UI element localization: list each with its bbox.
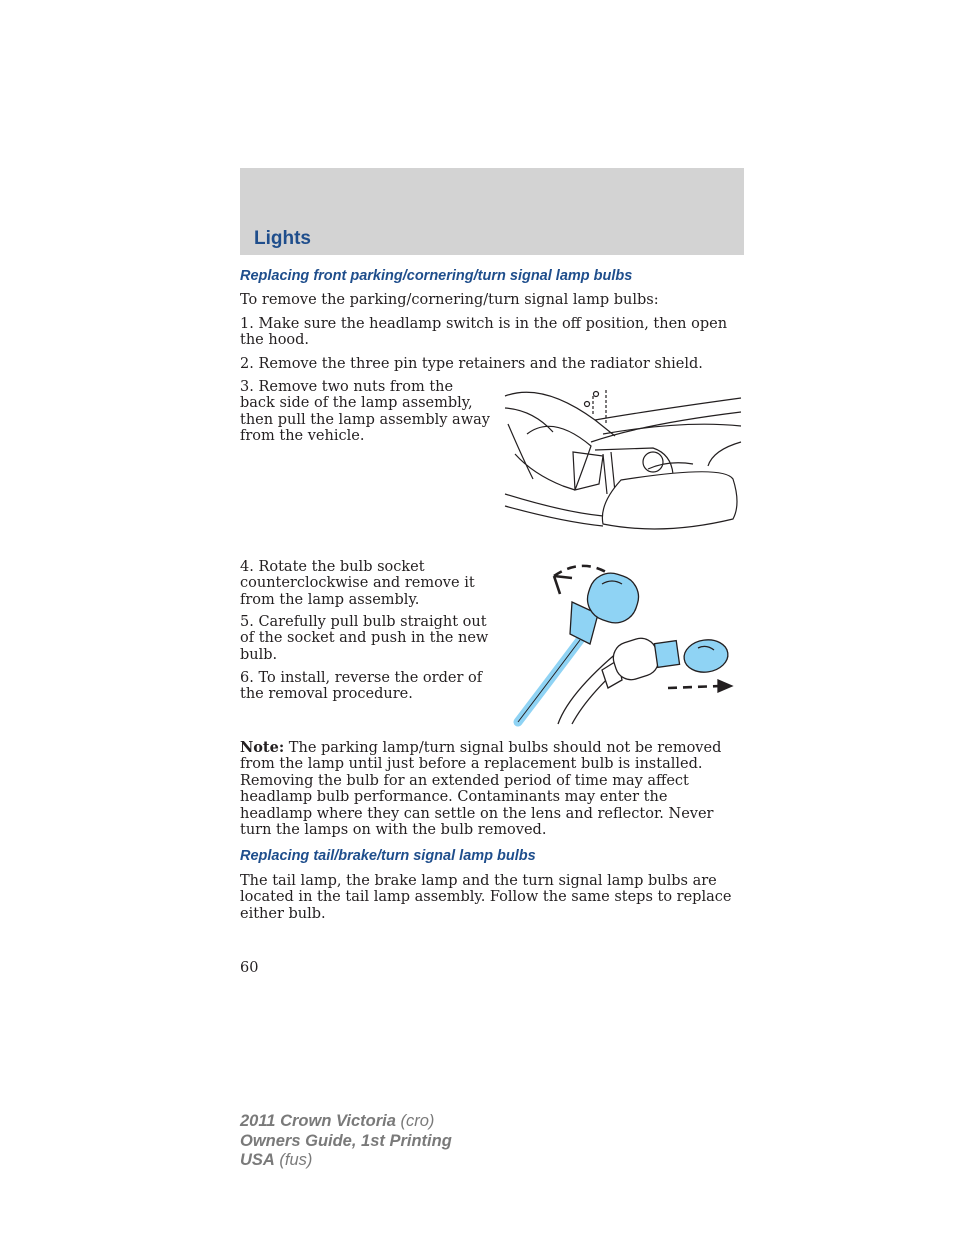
footer-line-3: USA (fus) xyxy=(240,1151,313,1169)
step-5: 5. Carefully pull bulb straight out of the socket and push in the new bulb. xyxy=(240,614,489,663)
note-text: The parking lamp/turn signal bulbs should not be removed from the lamp until just before a replacement bulb is installed. Removing the bulb for an extended period of time may affect headlamp bulb performance. Contaminants may enter the headlamp where they can settle on the lens and reflector. Never turn the lamps on with the bulb removed. xyxy=(240,740,722,839)
step-1: 1. Make sure the headlamp switch is in the off position, then open the hood. xyxy=(240,316,728,349)
step-6: 6. To install, reverse the order of the removal procedure. xyxy=(240,670,483,703)
step-4: 4. Rotate the bulb socket counterclockwise and remove it from the lamp assembly. xyxy=(240,559,475,608)
step-3: 3. Remove two nuts from the back side of the lamp assembly, then pull the lamp assembly away from the vehicle. xyxy=(240,379,490,445)
section-header-band xyxy=(240,168,744,255)
tail-paragraph: The tail lamp, the brake lamp and the turn signal lamp bulbs are located in the tail lamp assembly. Follow the same steps to replace either bulb. xyxy=(240,873,732,922)
front-bulbs-heading: Replacing front parking/cornering/turn signal lamp bulbs xyxy=(240,268,633,284)
front-intro: To remove the parking/cornering/turn signal lamp bulbs: xyxy=(240,292,659,308)
document-footer xyxy=(240,1112,452,1171)
footer-line-2: Owners Guide, 1st Printing xyxy=(240,1131,452,1150)
section-title: Lights xyxy=(254,228,311,249)
headlamp-assembly-illustration xyxy=(503,384,745,536)
note-label: Note: xyxy=(240,739,285,756)
step-2: 2. Remove the three pin type retainers and the radiator shield. xyxy=(240,356,703,372)
tail-bulbs-heading: Replacing tail/brake/turn signal lamp bulbs xyxy=(240,848,536,864)
page-number: 60 xyxy=(240,960,259,976)
bulb-socket-illustration xyxy=(510,560,740,728)
footer-line-1: 2011 Crown Victoria (cro) xyxy=(240,1112,435,1130)
note-paragraph xyxy=(240,740,740,838)
